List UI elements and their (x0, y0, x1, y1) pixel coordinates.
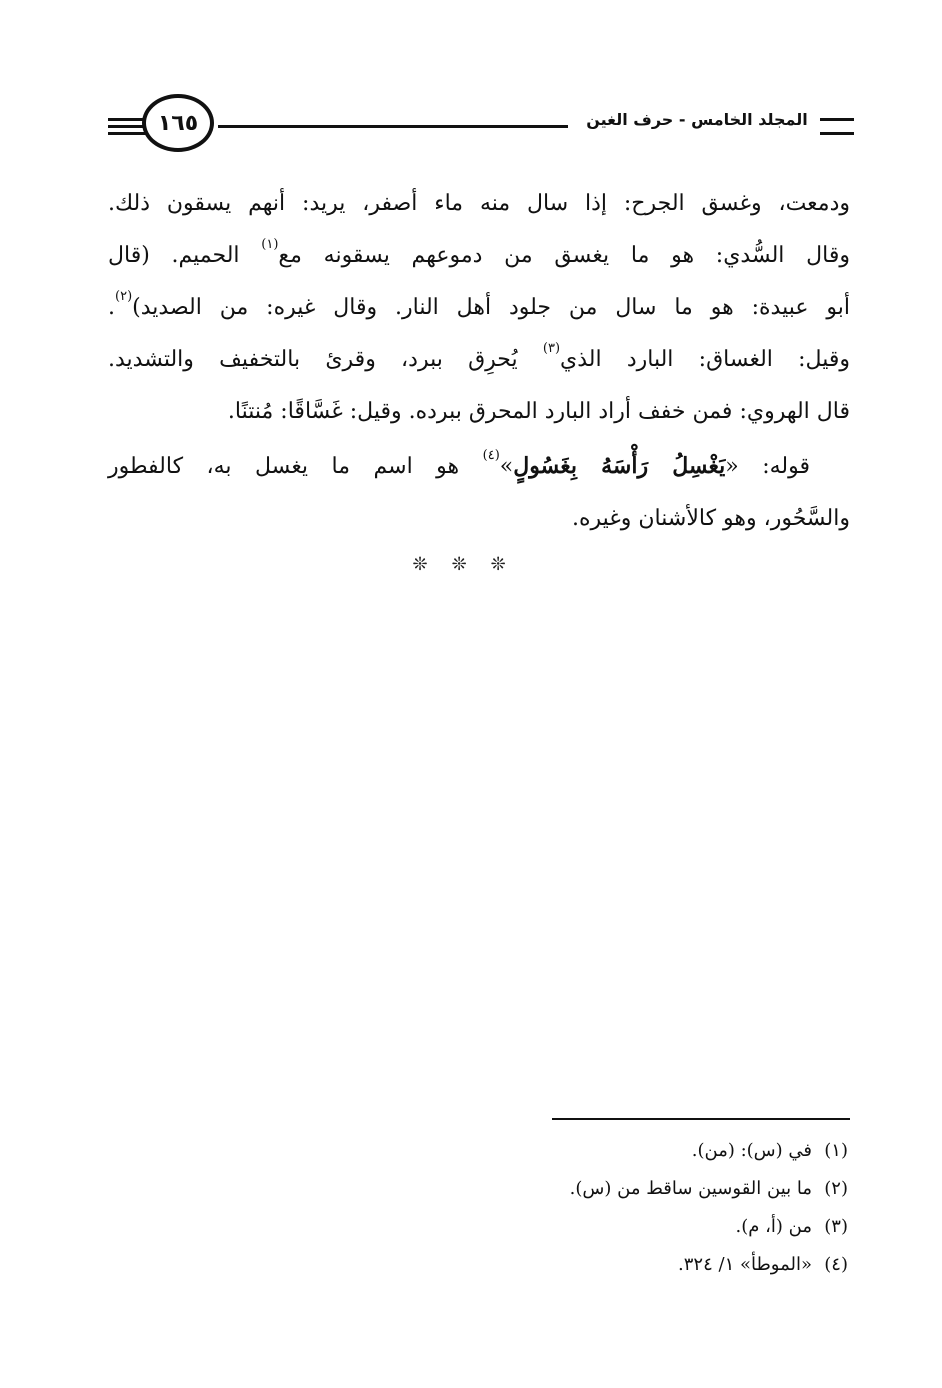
main-text (108, 178, 850, 545)
footnote-text: من (أ، م). (735, 1216, 812, 1237)
footnote (448, 1170, 848, 1208)
footnote-ref: (٢) (115, 289, 133, 304)
text-line: قال الهروي: فمن خفف أراد البارد المحرق ببرده. وقيل: غَسَّاقًا: مُنتنًا. (227, 399, 850, 424)
hadith-quote: يَغْسِلُ رَأْسَهُ بِغَسُولٍ (513, 453, 726, 479)
text-line (108, 440, 850, 493)
footnote-text: في (س): (من). (691, 1140, 812, 1161)
page-number-badge (142, 94, 214, 152)
text-segment: الحميم. (قال (108, 243, 262, 268)
footnote-ref: (١) (261, 237, 279, 252)
text-segment: وقال السُّدي: هو ما يغسق من دموعهم يسقونه مع (278, 243, 850, 268)
paragraph (108, 178, 850, 438)
paragraph (108, 440, 850, 545)
text-segment: يُحرِق ببرد، وقرئ بالتخفيف والتشديد. (108, 347, 543, 372)
text-line (108, 282, 850, 334)
footnotes (448, 1132, 848, 1284)
footnote-number: (٣) (824, 1216, 848, 1237)
header-rule (820, 118, 854, 121)
footnote-text: ما بين القوسين ساقط من (س). (569, 1178, 812, 1199)
footnote (448, 1208, 848, 1246)
text-segment: وقيل: الغساق: البارد الذي (560, 347, 850, 372)
page-number: ١٦٥ (157, 110, 199, 136)
footnote-number: (٤) (824, 1254, 848, 1275)
text-line: والسَّحُور، وهو كالأشنان وغيره. (571, 506, 850, 531)
footnote (448, 1132, 848, 1170)
text-segment: هو اسم ما يغسل به، كالفطور (108, 454, 483, 479)
footnote-separator (552, 1118, 850, 1120)
text-segment: أبو عبيدة: هو ما سال من جلود أهل النار. وقال غيره: من الصديد) (132, 295, 850, 320)
header-rule (218, 125, 568, 128)
text-line (108, 334, 850, 386)
text-segment: قوله: « (725, 454, 811, 479)
footnote (448, 1246, 848, 1284)
section-ornament: ❊❊❊ (412, 554, 530, 575)
footnote-number: (٢) (824, 1178, 848, 1199)
text-line: ودمعت، وغسق الجرح: إذا سال منه ماء أصفر، يريد: أنهم يسقون ذلك. (108, 191, 850, 216)
text-line (108, 230, 850, 282)
footnote-ref: (٣) (542, 341, 561, 356)
text-segment: . (108, 295, 115, 320)
header-rule (820, 132, 854, 135)
footnote-ref: (٤) (482, 448, 500, 463)
footnote-text: «الموطأ» ١/ ٣٢٤. (678, 1254, 812, 1275)
running-title: المجلد الخامس - حرف الغين (586, 110, 808, 129)
running-header (108, 92, 854, 162)
footnote-number: (١) (824, 1140, 848, 1161)
text-segment: » (499, 454, 514, 479)
